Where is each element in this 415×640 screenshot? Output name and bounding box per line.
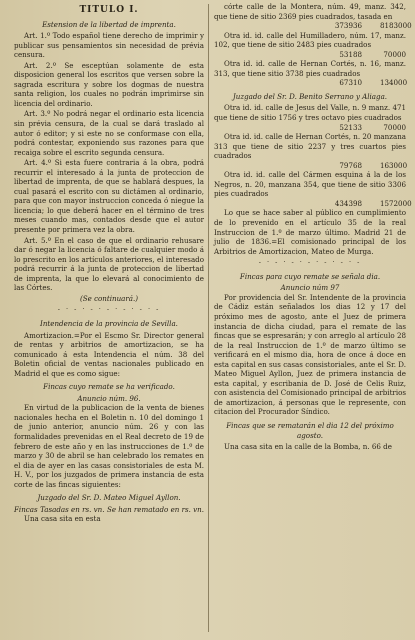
- juzgado-ayllon-heading: Juzgado del Sr. D. Mateo Miguel Ayllon.: [37, 493, 181, 503]
- anuncio-96: Anuncio núm. 96.: [77, 393, 141, 403]
- anuncio-96-text: En virtud de la publicacion de la venta de bienes nacionales hecha en el Boletin n. 10 del domingo 1 de junio anterior, anuncio núm. 26 y con las formalidades prevenidas en el Real decreto de 19 de febrero de este año y en las instrucciones de 1.º de marzo y 30 de abril se han celebrado los remates en el dia de ayer en las casas consistoriales de esta M. H. V., por los juzgados de primera instancia de esta corte de las fincas siguientes:: [14, 403, 204, 489]
- amount-rematada: 8183000: [380, 21, 412, 31]
- amount-tasada: 373936: [334, 21, 362, 31]
- rematado-label: Se han rematado en rs. vn.: [106, 504, 204, 514]
- property-5-text: Otra id. id. calle del Cármen esquina á la de los Negros, n. 20, manzana 354, que tiene de sitio 3306 pies cuadrados: [214, 170, 406, 199]
- juzgado-serrano-heading: Juzgado del Sr. D. Benito Serrano y Aliaga.: [232, 91, 388, 101]
- amount-tasada: 52133: [339, 122, 362, 132]
- divider-dots: - · - · - · - · - · - · -: [57, 305, 161, 314]
- article-5: Art. 5.º En el caso de que el ordinario rehusare dar ó negar la licencia ó faltare de cualquier modo á lo prescrito en los artículos anteriores, el interesado podrá recurrir á la junta de proteccion de libertad de imprenta, la que lo elevará al conocimiento de las Córtes.: [14, 235, 204, 293]
- right-column: [214, 2, 412, 636]
- fincas-senala-heading: Fincas para cuyo remate se señala dia.: [239, 271, 381, 281]
- law-subtitle: Estension de la libertad de imprenta.: [42, 19, 176, 29]
- article-1: Art. 1.º Todo español tiene derecho de imprimir y publicar sus pensamientos sin necesidad de prévia censura.: [14, 31, 204, 60]
- property-1: [214, 31, 406, 60]
- article-3: Art. 3.º No podrá negar el ordinario esta licencia sin prévia censura, de la cual se dará traslado al autor ó editor; y si este no se conformase con ella, podrá contestar, exponiendo sus razones para que recaiga sobre el escrito segunda censura.: [14, 109, 204, 157]
- left-column: [14, 2, 204, 636]
- property-continuation-text: córte calle de la Montera, núm. 49, manz. 342, que tiene de sitio 2369 pies cuadrados, tasada en: [214, 2, 406, 21]
- continuara-note: (Se continuará.): [79, 293, 139, 303]
- fincas-rematadas-heading: Fincas cuyo remate se ha verificado.: [43, 382, 175, 392]
- amount-rematada: 1572000: [380, 198, 412, 208]
- property-2: [214, 59, 406, 88]
- last-line: Una casa sita en la calle de la Bomba, n. 66 de: [224, 442, 392, 452]
- property-3-text: Otra id. id. calle de Jesus del Valle, n. 9 manz. 471 que tiene de sitio 1756 y tres octavo pies cuadrados: [214, 103, 406, 123]
- juzgado-subheading: [14, 505, 204, 515]
- intendencia-heading: Intendencia de la provincia de Sevilla.: [40, 318, 178, 328]
- property-1-text: Otra id. id. calle del Humilladero, núm. 17, manz. 102, que tiene de sitio 2483 pies cuadrados: [214, 30, 406, 50]
- property-4-text: Otra id. id. calle de Hernan Cortés, n. 20 manzana 313 que tiene de sitio 2237 y tres cuartos pies cuadrados: [214, 132, 406, 161]
- property-5: [214, 170, 412, 208]
- public-notice: Lo que se hace saber al público en cumplimiento de lo prevenido en el artículo 35 de la real Instruccion de 1.º de marzo último. Madrid 21 de julio de 1836.=El comisionado principal de los Arbitrios de Amortizacion, Mateo de Murga.: [214, 208, 406, 256]
- anuncio-97: Anuncio núm 97: [280, 283, 340, 293]
- fincas-label: Fincas: [14, 504, 38, 514]
- divider-dots: - · - · - · - · - · - · -: [258, 258, 362, 267]
- intendencia-text: Amortizacion.=Por el Escmo Sr. Director general de rentas y arbitrios de amortizacion, se ha comunicado á esta Intendencia el núm. 38 del Boletin oficial de ventas nacionales publicado en Madrid el que es como sigue:: [14, 330, 204, 378]
- property-4: [214, 132, 406, 170]
- article-4: Art. 4.º Si esta fuere contraria á la obra, podrá recurrir el interesado á la junta de proteccion de libertad de imprenta, de que se hablará despues, la cual pasará el escrito con su dictámen al ordinario, para que con mayor instruccion conceda ó niegue la licencia; lo que deberá hacer en el término de tres meses cuando mas, contados desde que el autor presente por primera vez la obra.: [14, 158, 204, 235]
- anuncio-97-text: Por providencia del Sr. Intendente de la provincia de Cádiz están señalados los dias 12 y 17 del próximo mes de agosto, ante el Juez de primera instancia de dicha ciudad, para el remate de las fincas que se espresarán; y con arreglo al artículo 28 de la real Instruccion de 1.º de marzo último se verificará en el mismo dia, hora de once á doce en esta capital en sus casas consistoriales, ante el Sr. D. Mateo Miguel Ayllon, Juez de primera instancia de esta capital, y escribania de D. José de Celis Ruiz, con asistencia del Comisionado principal de arbitrios de amortizacion, á personas que le represente, con citacion del Procurador Síndico.: [214, 292, 406, 417]
- amount-rematada: 163000: [380, 160, 408, 170]
- tasadas-label: Tasadas en rs. vn.: [40, 504, 105, 514]
- fincas-day-heading: Fincas que se rematarán el dia 12 del próximo agosto.: [226, 420, 394, 440]
- article-2: Art. 2.º Se esceptúan solamente de esta disposicion general los escritos que versen sobre la sagrada escritura y sobre los dogmas de nuestra santa religion, los cuales no podrán imprimirse sin licencia del ordinario.: [14, 60, 204, 108]
- amount-tasada: 53188: [339, 49, 362, 59]
- amount-tasada: 79768: [339, 160, 362, 170]
- amount-tasada: 434398: [334, 198, 362, 208]
- amount-rematada: 70000: [383, 49, 406, 59]
- casa-line: Una casa sita en esta: [24, 514, 101, 524]
- property-3: [214, 103, 406, 132]
- amount-rematada: 134000: [380, 78, 408, 88]
- amount-tasada: 67310: [339, 78, 362, 88]
- column-divider: [208, 4, 209, 632]
- law-title: TITULO I.: [79, 5, 139, 15]
- amount-rematada: 70000: [383, 122, 406, 132]
- property-continuation: [214, 2, 412, 31]
- property-2-text: Otra id. id. calle de Hernan Cortés, n. 16, manz. 313, que tiene sitio 3738 pies cuadrados: [214, 59, 406, 78]
